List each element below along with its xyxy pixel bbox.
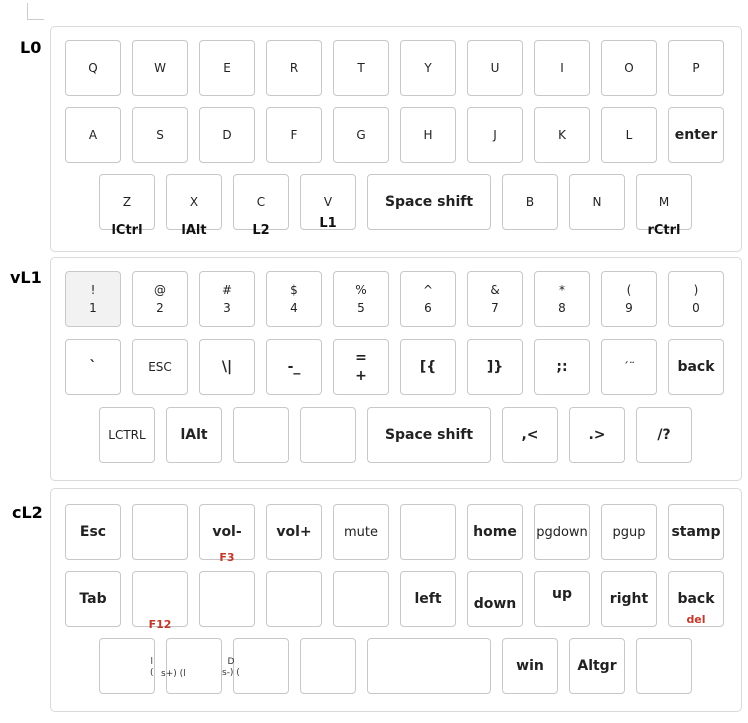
key-label: = +: [355, 350, 367, 384]
key-u[interactable]: [467, 40, 523, 96]
key-label: S: [156, 128, 164, 142]
shift-label: #: [221, 283, 233, 297]
key-label: H: [423, 128, 433, 142]
key-label: Space shift: [384, 194, 474, 210]
key-up[interactable]: [534, 571, 590, 627]
key-right[interactable]: [601, 571, 657, 627]
key-blank[interactable]: [199, 571, 255, 627]
key-label: 1: [89, 301, 97, 315]
key-label: up: [552, 586, 572, 602]
hold-label: L2: [252, 223, 270, 238]
key-stamp[interactable]: [668, 504, 724, 560]
key-d[interactable]: [199, 107, 255, 163]
layer-label-l0: L0: [20, 38, 42, 57]
shift-label: ): [693, 283, 699, 297]
key-label: [{: [419, 359, 437, 375]
key-label: X: [189, 195, 199, 209]
key-label: back: [677, 359, 715, 375]
key-z[interactable]: [99, 174, 155, 238]
hold-label: rCtrl: [647, 223, 681, 238]
key-label: J: [493, 128, 497, 142]
key-blank[interactable]: [400, 504, 456, 560]
overflow-label: l (: [150, 657, 154, 678]
key-label: I: [560, 61, 564, 75]
key-down[interactable]: [467, 571, 523, 627]
key-semicolon[interactable]: [534, 339, 590, 395]
shift-label: (: [626, 283, 632, 297]
key-back-del[interactable]: [668, 571, 724, 627]
key-space-shift[interactable]: [367, 407, 491, 463]
key-v[interactable]: [300, 174, 356, 230]
shift-label: ^: [422, 283, 434, 297]
key-f[interactable]: [266, 107, 322, 163]
key-y[interactable]: [400, 40, 456, 96]
key-label: V: [323, 195, 333, 209]
key-5[interactable]: [333, 271, 389, 327]
key-label: Space shift: [384, 427, 474, 443]
key-label: 4: [290, 301, 298, 315]
key-k[interactable]: [534, 107, 590, 163]
key-w[interactable]: [132, 40, 188, 96]
key-label: 6: [424, 301, 432, 315]
key-label: 3: [223, 301, 231, 315]
key-label: P: [692, 61, 700, 75]
key-minus-underscore[interactable]: [266, 339, 322, 395]
key-period-gt[interactable]: [569, 407, 625, 463]
key-8[interactable]: [534, 271, 590, 327]
key-blank[interactable]: [333, 571, 389, 627]
key-l[interactable]: [601, 107, 657, 163]
key-label: F: [290, 128, 298, 142]
key-t[interactable]: [333, 40, 389, 96]
shift-label: *: [558, 283, 565, 297]
key-q[interactable]: [65, 40, 121, 96]
hold-label: lAlt: [181, 223, 207, 238]
key-n[interactable]: [569, 174, 625, 230]
key-altgr[interactable]: [569, 638, 625, 694]
key-label: ]}: [486, 359, 504, 375]
key-label: M: [658, 195, 670, 209]
key-blank[interactable]: [132, 504, 188, 560]
key-e[interactable]: [199, 40, 255, 96]
key-label: left: [414, 591, 442, 607]
key-label: 7: [491, 301, 499, 315]
key-h[interactable]: [400, 107, 456, 163]
key-equals-plus[interactable]: [333, 339, 389, 395]
key-pgup[interactable]: [601, 504, 657, 560]
key-label: 5: [357, 301, 365, 315]
key-label: A: [88, 128, 98, 142]
key-label: win: [516, 658, 544, 674]
key-label: ;:: [556, 359, 568, 375]
key-bracket-left[interactable]: [400, 339, 456, 395]
layer-label-cl2: cL2: [12, 503, 43, 522]
key-label: stamp: [671, 524, 721, 540]
key-6[interactable]: [400, 271, 456, 327]
shift-label: %: [355, 283, 367, 297]
key-label: U: [490, 61, 500, 75]
key-label: Y: [424, 61, 432, 75]
key-label: O: [624, 61, 634, 75]
key-label: \|: [221, 359, 233, 375]
key-label: L: [625, 128, 633, 142]
key-f12[interactable]: [132, 571, 188, 631]
key-blank-space[interactable]: [367, 638, 491, 694]
key-back[interactable]: [668, 339, 724, 395]
key-label: pgup: [612, 524, 646, 540]
key-label: 8: [558, 301, 566, 315]
key-label: enter: [674, 127, 718, 143]
key-backslash-pipe[interactable]: [199, 339, 255, 395]
key-backtick[interactable]: [65, 339, 121, 395]
key-label: Z: [122, 195, 132, 209]
key-label: N: [592, 195, 602, 209]
key-x[interactable]: [166, 174, 222, 238]
key-2[interactable]: [132, 271, 188, 327]
key-3[interactable]: [199, 271, 255, 327]
key-blank[interactable]: [300, 638, 356, 694]
key-label: 0: [692, 301, 700, 315]
key-label: D: [222, 128, 232, 142]
key-1[interactable]: [65, 271, 121, 327]
key-tab[interactable]: [65, 571, 121, 627]
key-space-shift[interactable]: [367, 174, 491, 230]
key-label: pgdown: [536, 524, 588, 540]
key-label: LCTRL: [108, 428, 146, 442]
key-left[interactable]: [400, 571, 456, 627]
shift-label: @: [154, 283, 166, 297]
key-bracket-right[interactable]: [467, 339, 523, 395]
fn-label: F3: [219, 551, 235, 564]
key-label: C: [256, 195, 266, 209]
shift-label: &: [490, 283, 500, 297]
key-label: mute: [344, 524, 378, 540]
key-slash-question[interactable]: [636, 407, 692, 463]
key-label: B: [525, 195, 535, 209]
key-label: vol-: [212, 524, 242, 540]
key-label: 2: [156, 301, 164, 315]
key-blank[interactable]: [266, 571, 322, 627]
key-label: down: [473, 596, 517, 612]
hold-label: lCtrl: [111, 223, 143, 238]
key-label: Altgr: [577, 658, 617, 674]
key-label: E: [223, 61, 231, 75]
key-label: G: [356, 128, 366, 142]
key-blank[interactable]: [233, 407, 289, 463]
key-c[interactable]: [233, 174, 289, 238]
key-label: R: [289, 61, 299, 75]
key-blank[interactable]: [161, 638, 222, 694]
key-lalt[interactable]: [166, 407, 222, 463]
key-label: home: [473, 524, 517, 540]
key-label: /?: [657, 427, 671, 443]
key-a[interactable]: [65, 107, 121, 163]
key-p[interactable]: [668, 40, 724, 96]
key-label: W: [154, 61, 166, 75]
overflow-label: D s-) (: [222, 657, 240, 678]
key-g[interactable]: [333, 107, 389, 163]
fn-label: F12: [148, 618, 172, 631]
key-label: Esc: [79, 524, 107, 540]
key-blank[interactable]: [99, 638, 155, 694]
key-home[interactable]: [467, 504, 523, 560]
hold-label: L1: [319, 216, 337, 231]
key-label: T: [357, 61, 365, 75]
key-9[interactable]: [601, 271, 657, 327]
key-j[interactable]: [467, 107, 523, 163]
key-blank[interactable]: [300, 407, 356, 463]
key-label: .>: [588, 427, 606, 443]
key-blank[interactable]: [636, 638, 692, 694]
key-i[interactable]: [534, 40, 590, 96]
key-mute[interactable]: [333, 504, 389, 560]
key-label: back: [677, 591, 715, 607]
key-win[interactable]: [502, 638, 558, 694]
fn-label: del: [686, 613, 706, 626]
key-enter[interactable]: [668, 107, 724, 163]
key-o[interactable]: [601, 40, 657, 96]
key-comma-lt[interactable]: [502, 407, 558, 463]
corner-mark: [27, 3, 44, 20]
key-label: ,<: [521, 427, 539, 443]
key-7[interactable]: [467, 271, 523, 327]
key-label: lAlt: [180, 427, 208, 443]
key-blank[interactable]: [222, 638, 289, 694]
overflow-label: s+) (l: [161, 669, 186, 679]
key-b[interactable]: [502, 174, 558, 230]
key-vol-up[interactable]: [266, 504, 322, 560]
key-0[interactable]: [668, 271, 724, 327]
key-label: 9: [625, 301, 633, 315]
key-label: K: [558, 128, 566, 142]
key-label: Q: [88, 61, 98, 75]
key-label: ESC: [148, 360, 172, 374]
key-m[interactable]: [636, 174, 692, 238]
key-label: ´¨: [623, 360, 635, 374]
key-acute-diaeresis[interactable]: [601, 339, 657, 395]
key-label: `: [89, 359, 97, 375]
key-label: right: [609, 591, 649, 607]
key-esc[interactable]: [132, 339, 188, 395]
key-label: Tab: [79, 591, 107, 607]
shift-label: !: [90, 283, 96, 297]
key-label: -_: [287, 359, 301, 375]
key-label: vol+: [276, 524, 312, 540]
shift-label: $: [290, 283, 298, 297]
key-esc[interactable]: [65, 504, 121, 560]
key-pgdown[interactable]: [534, 504, 590, 560]
key-vol-down[interactable]: [199, 504, 255, 564]
key-r[interactable]: [266, 40, 322, 96]
key-lctrl[interactable]: [99, 407, 155, 463]
key-s[interactable]: [132, 107, 188, 163]
layer-label-vl1: vL1: [10, 268, 42, 287]
key-4[interactable]: [266, 271, 322, 327]
